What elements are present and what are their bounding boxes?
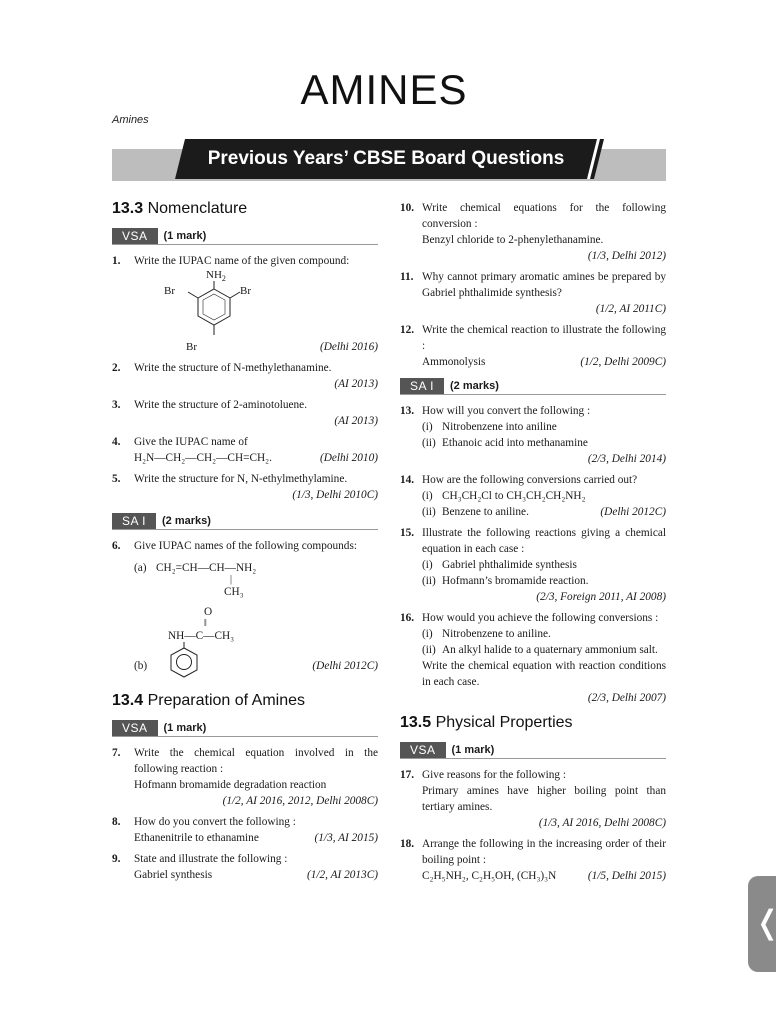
question-topic: Ammonolysis xyxy=(422,356,486,368)
banner-text: Previous Years’ CBSE Board Questions xyxy=(207,148,565,169)
question-text: How will you convert the following : xyxy=(422,405,591,417)
sub-label: (i) xyxy=(422,490,433,502)
question-number: 2. xyxy=(112,362,121,374)
question-11 xyxy=(400,269,666,317)
sub-label: (ii) xyxy=(422,644,436,656)
section-heading xyxy=(112,692,378,710)
chemical-formula: CH₂=CH—CH—NH₂ xyxy=(156,562,257,574)
bromo-left: Br xyxy=(164,285,175,297)
question-10 xyxy=(400,200,666,264)
question-topic: Ethanenitrile to ethanamine xyxy=(134,832,259,844)
sub-label: (ii) xyxy=(422,437,436,449)
sub-label: (i) xyxy=(422,559,433,571)
carbonyl-oxygen: O xyxy=(204,606,213,618)
level-marks: (1 mark) xyxy=(163,722,207,734)
level-marks: (2 marks) xyxy=(450,380,499,392)
question-4 xyxy=(112,434,378,466)
question-text: How do you convert the following : xyxy=(134,816,296,828)
question-number: 5. xyxy=(112,473,121,485)
question-number: 13. xyxy=(400,405,415,417)
section-name: Preparation of Amines xyxy=(147,692,306,709)
question-source: (Delhi 2010) xyxy=(319,452,378,464)
question-source: (2/3, Foreign 2011, AI 2008) xyxy=(536,591,666,603)
page-title: AMINES xyxy=(300,66,468,113)
amine-group: $NH_2$ xyxy=(206,269,226,284)
question-13 xyxy=(400,403,666,467)
sub-question: Hofmann’s bromamide reaction. xyxy=(442,575,589,587)
question-source: (Delhi 2016) xyxy=(319,341,378,353)
left-column xyxy=(112,200,378,888)
question-text: Illustrate the following reactions giving a chemical equation in each case : xyxy=(422,527,666,555)
bromo-right: Br xyxy=(240,285,251,297)
question-number: 12. xyxy=(400,324,415,336)
question-number: 10. xyxy=(400,202,415,214)
sub-label: (i) xyxy=(422,421,433,433)
level-tag: VSA xyxy=(112,720,158,736)
question-topic: Gabriel synthesis xyxy=(134,869,213,881)
question-3 xyxy=(112,397,378,429)
question-number: 11. xyxy=(400,271,414,283)
level-header xyxy=(112,228,378,245)
sub-label: (i) xyxy=(422,628,433,640)
question-source: (2/3, Delhi 2007) xyxy=(587,692,666,704)
question-7 xyxy=(112,745,378,809)
section-heading xyxy=(400,714,666,732)
branch: | CH₃ xyxy=(224,574,244,598)
question-text: Write the IUPAC name of the given compound: xyxy=(134,255,350,267)
question-number: 6. xyxy=(112,540,121,552)
question-5 xyxy=(112,471,378,503)
level-header xyxy=(400,378,666,395)
benzene-ring-diagram xyxy=(170,642,210,682)
question-14 xyxy=(400,472,666,520)
question-number: 1. xyxy=(112,255,121,267)
question-topic: Primary amines have higher boiling point than tertiary amines. xyxy=(422,785,666,813)
question-text: State and illustrate the following : xyxy=(134,853,288,865)
question-12 xyxy=(400,322,666,370)
sub-question: Nitrobenzene to aniline. xyxy=(442,628,551,640)
question-source: (Delhi 2012C) xyxy=(312,660,378,672)
question-source: (AI 2013) xyxy=(334,415,378,427)
question-number: 7. xyxy=(112,747,121,759)
back-tab-button[interactable] xyxy=(748,876,781,972)
section-name: Nomenclature xyxy=(147,200,248,217)
part-a xyxy=(134,560,378,576)
question-source: (2/3, Delhi 2014) xyxy=(587,453,666,465)
sub-question: An alkyl halide to a quaternary ammonium salt. xyxy=(442,644,658,656)
question-number: 14. xyxy=(400,474,415,486)
question-topic: Hofmann bromamide degradation reaction xyxy=(134,779,327,791)
sub-label: (ii) xyxy=(422,575,436,587)
part-label: (b) xyxy=(134,660,148,672)
question-9 xyxy=(112,851,378,883)
acetamido-group: NH—C—CH₃ xyxy=(168,630,235,642)
chemical-formula: C₂H₅NH₂, C₂H₅OH, (CH₃)₃N xyxy=(422,870,557,882)
question-1 xyxy=(112,253,378,355)
section-banner xyxy=(175,139,600,179)
sub-label: (ii) xyxy=(422,506,436,518)
question-number: 15. xyxy=(400,527,415,539)
sub-question: CH₃CH₂Cl to CH₃CH₂CH₂NH₂ xyxy=(442,490,586,502)
question-number: 17. xyxy=(400,769,415,781)
question-text: Write the structure of 2-aminotoluene. xyxy=(134,399,308,411)
level-marks: (1 mark) xyxy=(451,744,495,756)
question-6 xyxy=(112,538,378,686)
part-b: O ‖ NH—C—CH₃ (b) (Delhi 2012C) xyxy=(134,606,378,686)
question-8 xyxy=(112,814,378,846)
level-tag: VSA xyxy=(400,742,446,758)
question-15 xyxy=(400,525,666,605)
question-topic: Benzyl chloride to 2-phenylethanamine. xyxy=(422,234,604,246)
question-text: How are the following conversions carried out? xyxy=(422,474,638,486)
question-number: 16. xyxy=(400,612,415,624)
sub-question: Nitrobenzene into aniline xyxy=(442,421,557,433)
level-header xyxy=(112,513,378,530)
question-text: Write the chemical equation involved in the following reaction : xyxy=(134,747,378,775)
question-16 xyxy=(400,610,666,706)
question-source: (1/2, AI 2013C) xyxy=(306,869,378,881)
question-2 xyxy=(112,360,378,392)
question-17 xyxy=(400,767,666,831)
question-text: Write the chemical reaction to illustrate the following : xyxy=(422,324,666,352)
question-number: 4. xyxy=(112,436,121,448)
level-header xyxy=(400,742,666,759)
question-source: (1/2, AI 2011C) xyxy=(595,303,666,315)
question-source: (AI 2013) xyxy=(334,378,378,390)
question-text: Write the chemical equation with reaction conditions in each case. xyxy=(422,660,666,688)
part-label: (a) xyxy=(134,562,147,574)
tribromoaniline-structure xyxy=(134,269,378,341)
question-source: (1/2, Delhi 2009C) xyxy=(580,356,666,368)
sub-question: Gabriel phthalimide synthesis xyxy=(442,559,577,571)
level-tag: SA I xyxy=(400,378,444,394)
question-text: Write the structure of N-methylethanamine. xyxy=(134,362,332,374)
methyl-branch: CH₃ xyxy=(224,586,244,598)
question-text: Write the structure for N, N-ethylmethylamine. xyxy=(134,473,348,485)
question-text: Write chemical equations for the following conversion : xyxy=(422,202,666,230)
question-source: (1/5, Delhi 2015) xyxy=(587,870,666,882)
section-heading xyxy=(112,200,378,218)
level-marks: (1 mark) xyxy=(163,230,207,242)
level-tag: VSA xyxy=(112,228,158,244)
question-number: 9. xyxy=(112,853,121,865)
question-text: Give reasons for the following : xyxy=(422,769,567,781)
question-source: (1/3, Delhi 2012) xyxy=(587,250,666,262)
question-text: Why cannot primary aromatic amines be prepared by Gabriel phthalimide synthesis? xyxy=(422,271,666,299)
bromo-bottom: Br xyxy=(186,341,197,353)
question-18 xyxy=(400,836,666,884)
question-number: 8. xyxy=(112,816,121,828)
section-number: 13.4 xyxy=(112,692,144,709)
sub-question: Ethanoic acid into methanamine xyxy=(442,437,588,449)
chevron-left-icon: ❬ xyxy=(754,904,781,940)
question-source: (1/2, AI 2016, 2012, Delhi 2008C) xyxy=(222,795,378,807)
question-source: (1/3, Delhi 2010C) xyxy=(292,489,378,501)
question-number: 3. xyxy=(112,399,121,411)
level-header xyxy=(112,720,378,737)
question-source: (1/3, AI 2016, Delhi 2008C) xyxy=(538,817,666,829)
question-number: 18. xyxy=(400,838,415,850)
right-column xyxy=(400,200,666,889)
question-text: Arrange the following in the increasing order of their boiling point : xyxy=(422,838,666,866)
question-source: (Delhi 2012C) xyxy=(600,506,666,518)
chemical-formula: H₂N—CH₂—CH₂—CH=CH₂. xyxy=(134,452,272,464)
sub-question: Benzene to aniline. xyxy=(442,506,529,518)
question-source: (1/3, AI 2015) xyxy=(314,832,378,844)
section-number: 13.3 xyxy=(112,200,144,217)
section-name: Physical Properties xyxy=(435,714,573,731)
question-text: Give the IUPAC name of xyxy=(134,436,248,448)
level-tag: SA I xyxy=(112,513,156,529)
question-text: How would you achieve the following conversions : xyxy=(422,612,659,624)
running-head: Amines xyxy=(112,114,149,126)
level-marks: (2 marks) xyxy=(162,515,211,527)
section-number: 13.5 xyxy=(400,714,432,731)
question-text: Give IUPAC names of the following compounds: xyxy=(134,540,357,552)
